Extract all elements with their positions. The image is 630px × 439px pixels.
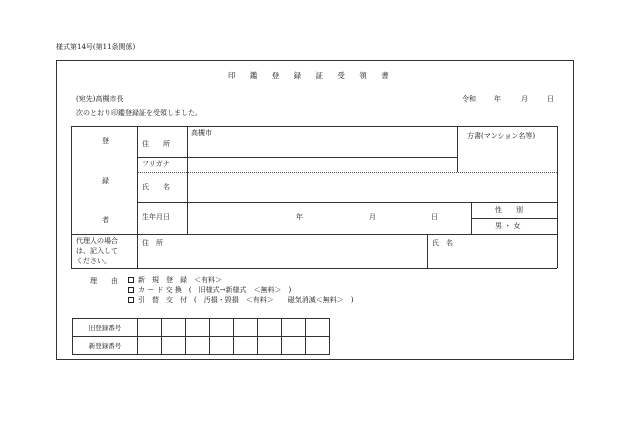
reason-reissue-checkbox[interactable] — [128, 297, 134, 303]
new-number-box[interactable] — [282, 337, 306, 355]
form-number: 様式第14号(第11条関係) — [56, 43, 136, 51]
date-month-unit: 月 — [521, 95, 528, 103]
reason-option-card-exchange[interactable] — [128, 287, 291, 294]
furigana-field[interactable] — [188, 158, 556, 171]
agent-address-field[interactable] — [170, 236, 425, 266]
new-number-row — [73, 337, 330, 355]
intro-text: 次のとおり印鑑登録証を受領しました。 — [76, 109, 202, 117]
new-number-box[interactable] — [234, 337, 258, 355]
new-number-box[interactable] — [186, 337, 210, 355]
addressee: (宛先)高槻市長 — [76, 95, 124, 103]
old-number-box[interactable] — [258, 319, 282, 337]
reason-card-exchange-text: カ ー ド 交 換 ( 旧様式→新様式 ＜無料＞ ) — [138, 286, 292, 294]
old-number-row — [73, 319, 330, 337]
reason-new-text: 新 規 登 録 ＜有料＞ — [138, 276, 222, 284]
old-number-box[interactable] — [306, 319, 330, 337]
address-prefill: 高槻市 — [191, 129, 212, 137]
dob-year-unit: 年 — [296, 213, 303, 221]
new-number-box[interactable] — [258, 337, 282, 355]
gender-options[interactable]: 男 ・ 女 — [495, 222, 521, 230]
reason-option-reissue[interactable] — [128, 297, 353, 304]
form-title: 印 鑑 登 録 証 受 領 書 — [228, 71, 395, 80]
name-label: 氏 名 — [142, 183, 170, 191]
address-label: 住 所 — [142, 140, 170, 148]
registrant-side-char-1: 登 — [102, 137, 109, 145]
agent-label-line-1: 代理人の場合 — [76, 237, 118, 245]
old-number-label: 旧登録番号 — [73, 319, 138, 337]
address-note: 方書(マンション名等) — [467, 132, 536, 140]
old-number-box[interactable] — [138, 319, 162, 337]
date-era: 令和 — [462, 95, 476, 103]
new-number-box[interactable] — [306, 337, 330, 355]
reason-new-checkbox[interactable] — [128, 277, 134, 283]
new-number-box[interactable] — [138, 337, 162, 355]
registrant-side-char-2: 録 — [102, 177, 109, 185]
dob-day-unit: 日 — [431, 213, 438, 221]
agent-name-field[interactable] — [460, 236, 555, 266]
agent-address-label: 住 所 — [142, 239, 163, 247]
dob-label: 生年月日 — [142, 213, 170, 221]
agent-label-line-2: は、記入して — [76, 247, 118, 255]
dob-month-unit: 月 — [369, 213, 376, 221]
registrant-side-char-3: 者 — [102, 216, 109, 224]
old-number-box[interactable] — [186, 319, 210, 337]
date-day-unit: 日 — [547, 95, 554, 103]
agent-name-label: 氏 名 — [432, 239, 453, 247]
old-number-box[interactable] — [282, 319, 306, 337]
old-number-box[interactable] — [210, 319, 234, 337]
old-number-box[interactable] — [234, 319, 258, 337]
new-number-box[interactable] — [210, 337, 234, 355]
name-field[interactable] — [188, 173, 556, 201]
new-number-box[interactable] — [162, 337, 186, 355]
reason-reissue-text: 引 替 交 付 ( 汚損・毀損 ＜有料＞ 磁気消滅＜無料＞ ) — [138, 296, 354, 304]
date-year-unit: 年 — [494, 95, 501, 103]
address-field[interactable] — [188, 140, 456, 156]
new-number-label: 新登録番号 — [73, 337, 138, 355]
gender-label: 性 別 — [495, 206, 523, 214]
furigana-label: フリガナ — [142, 160, 170, 168]
agent-label-line-3: ください。 — [76, 257, 111, 265]
old-number-box[interactable] — [162, 319, 186, 337]
reason-label: 理 由 — [90, 277, 118, 285]
reason-card-exchange-checkbox[interactable] — [128, 287, 134, 293]
registration-number-table — [72, 318, 330, 355]
reason-option-new[interactable] — [128, 277, 222, 284]
